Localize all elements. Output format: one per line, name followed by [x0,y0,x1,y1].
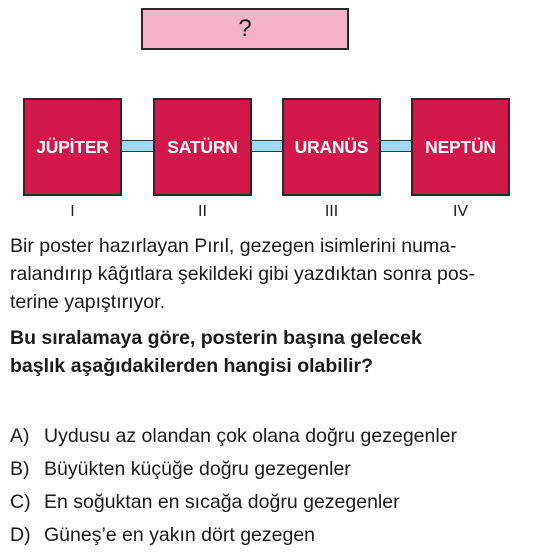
title-placeholder: ? [238,15,252,42]
question-text [10,324,528,380]
connector-2-3 [252,140,284,152]
planet-name-uranus: URANÜS [294,136,369,157]
passage-line: terine yapıştırıyor. [10,291,165,313]
option-c[interactable] [10,486,528,519]
planet-name-neptune: NEPTÜN [425,136,496,157]
option-d[interactable] [10,519,528,552]
passage-text [10,232,528,316]
numeral-iii: III [324,203,339,220]
question-line: Bu sıralamaya göre, posterin başına gelecek [10,327,422,349]
planet-box-jupiter [23,98,122,196]
passage-line: Bir poster hazırlayan Pırıl, gezegen isimlerini numa- [10,235,457,257]
numeral-iv: IV [452,203,469,220]
option-letter: A) [10,425,30,447]
planet-name-saturn: SATÜRN [167,136,238,157]
planet-box-saturn [153,98,252,196]
passage-line: ralandırıp kâğıtlara şekildeki gibi yazdıktan sonra pos- [10,263,475,285]
poster-title-box [141,8,349,50]
option-text: Uydusu az olandan çok olana doğru gezegenler [44,425,458,447]
planet-box-neptune [411,98,510,196]
numeral-i: I [70,203,75,220]
numeral-ii: II [198,203,207,220]
question-line: başlık aşağıdakilerden hangisi olabilir? [10,355,374,377]
option-text: En soğuktan en sıcağa doğru gezegenler [44,491,400,513]
option-letter: D) [10,524,31,546]
option-a[interactable] [10,420,528,453]
planet-name-jupiter: JÜPİTER [36,136,109,157]
connector-3-4 [381,140,413,152]
option-letter: B) [10,458,30,480]
option-letter: C) [10,491,31,513]
connector-1-2 [120,140,155,152]
option-text: Güneş’e en yakın dört gezegen [44,524,316,546]
option-text: Büyükten küçüğe doğru gezegenler [44,458,351,480]
planet-box-uranus [282,98,381,196]
option-b[interactable] [10,453,528,486]
answer-options [10,420,528,552]
